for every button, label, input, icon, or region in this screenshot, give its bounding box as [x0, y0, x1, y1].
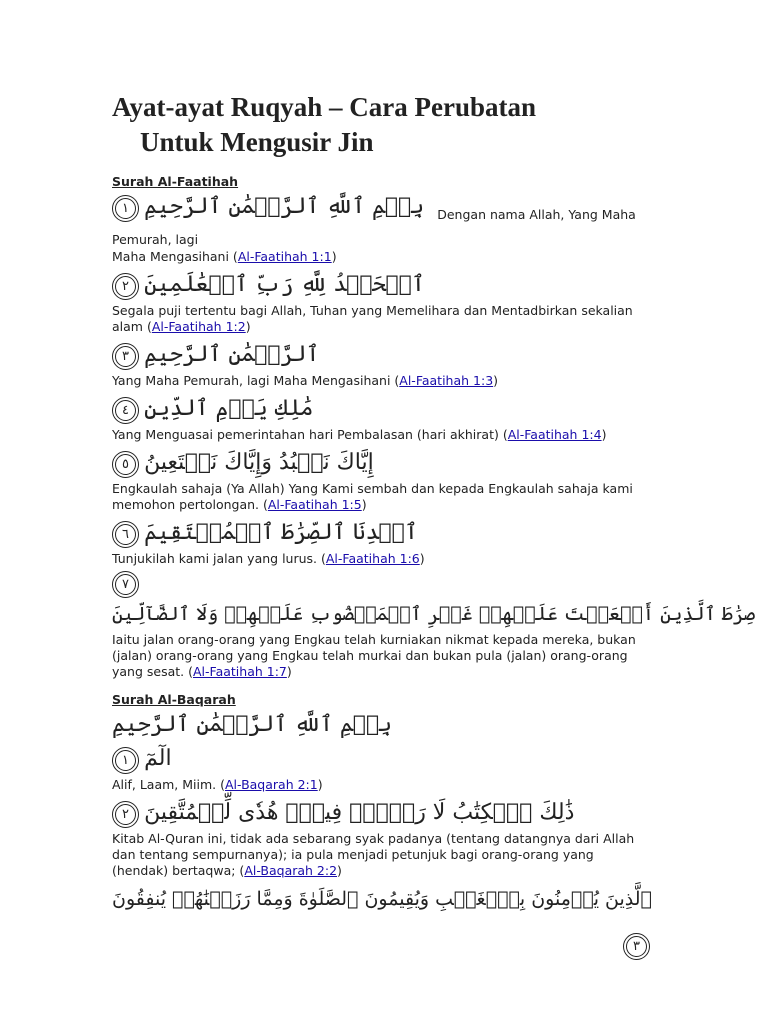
translation-text: Engkaulah sahaja (Ya Allah) Yang Kami sembah dan kepada Engkaulah sahaja kami memohon pertolongan. (: [112, 481, 633, 512]
arabic-verse: ٱلَّذِينَ يُؤۡمِنُونَ بِٱلۡغَيۡبِ وَيُقِيمُونَ ٱلصَّلَوٰةَ وَمِمَّا رَزَقۡنَٰهُمۡ يُنفِقُونَ: [112, 888, 652, 910]
closing-paren: ): [493, 373, 499, 388]
ayah-1-2: [112, 269, 652, 301]
arabic-verse: بِسۡمِ ٱللَّهِ ٱلرَّحۡمَٰنِ ٱلرَّحِيمِ: [144, 194, 425, 219]
ayah-1-6: [112, 517, 652, 549]
translation-inline: Dengan nama Allah, Yang Maha Pemurah, lagi: [112, 207, 636, 247]
translation-text: Kitab Al-Quran ini, tidak ada sebarang syak padanya (tentang datangnya dari Allah dan tentang sempurnanya); ia pula menjadi petunjuk bagi orang-orang yang (hendak) bertaqwa; (: [112, 831, 635, 878]
translation: [112, 551, 652, 567]
verse-reference-link[interactable]: Al-Faatihah 1:1: [237, 249, 332, 264]
translation: [112, 427, 652, 443]
ayah-2-3: [112, 883, 652, 915]
ayah-number-badge: ٤: [112, 397, 139, 424]
arabic-basmala: بِسۡمِ ٱللَّهِ ٱلرَّحۡمَٰنِ ٱلرَّحِيمِ: [112, 712, 393, 737]
verse-reference-link[interactable]: Al-Faatihah 1:6: [325, 551, 420, 566]
verse-reference-link[interactable]: Al-Baqarah 2:2: [244, 863, 338, 878]
title-line-2: Untuk Mengusir Jin: [140, 127, 374, 157]
verse-reference-link[interactable]: Al-Faatihah 1:2: [151, 319, 246, 334]
verse-reference-link[interactable]: Al-Baqarah 2:1: [224, 777, 318, 792]
translation-text: Yang Maha Pemurah, lagi Maha Mengasihani (: [112, 373, 400, 388]
basmala: [112, 709, 652, 741]
ayah-1-5: [112, 447, 652, 479]
ayah-2-1: [112, 743, 652, 775]
section-al-baqarah: [112, 692, 652, 960]
arabic-verse: ذَٰلِكَ ٱلۡكِتَٰبُ لَا رَيۡبَۛ فِيهِۛ هُدٗى لِّلۡمُتَّقِينَ: [144, 800, 575, 825]
closing-paren: ): [317, 777, 323, 792]
arabic-verse: ٱهۡدِنَا ٱلصِّرَٰطَ ٱلۡمُسۡتَقِيمَ: [144, 520, 418, 545]
arabic-verse: ٱلرَّحۡمَٰنِ ٱلرَّحِيمِ: [144, 342, 320, 367]
verse-reference-link[interactable]: Al-Faatihah 1:5: [267, 497, 362, 512]
section-heading: Surah Al-Faatihah: [112, 174, 239, 189]
page-title: [112, 90, 652, 160]
translation: [112, 831, 652, 879]
translation: [112, 249, 652, 265]
translation: [112, 303, 652, 335]
ayah-1-4: [112, 393, 652, 425]
verse-reference-link[interactable]: Al-Faatihah 1:3: [399, 373, 494, 388]
ayah-number-badge: ٧: [112, 571, 139, 598]
ayah-number-badge: ٦: [112, 521, 139, 548]
ayah-number-row: [112, 933, 652, 960]
arabic-verse: إِيَّاكَ نَعۡبُدُ وَإِيَّاكَ نَسۡتَعِينُ: [144, 450, 374, 475]
arabic-verse: ٱلۡحَمۡدُ لِلَّهِ رَبِّ ٱلۡعَٰلَمِينَ: [144, 272, 425, 297]
translation-text: Alif, Laam, Miim. (: [112, 777, 225, 792]
translation: [112, 481, 652, 513]
closing-paren: ): [419, 551, 425, 566]
ayah-number-badge: ٣: [623, 933, 650, 960]
title-line-1: Ayat-ayat Ruqyah – Cara Perubatan: [112, 92, 536, 122]
closing-paren: ): [337, 863, 342, 878]
translation-text: Segala puji tertentu bagi Allah, Tuhan yang Memelihara dan Mentadbirkan sekalian alam (: [112, 303, 633, 334]
arabic-verse: الٓمٓ: [144, 746, 172, 771]
section-heading: Surah Al-Baqarah: [112, 692, 236, 707]
closing-paren: ): [245, 319, 251, 334]
verse-reference-link[interactable]: Al-Faatihah 1:7: [193, 664, 287, 679]
translation-text: Tunjukilah kami jalan yang lurus. (: [112, 551, 326, 566]
ayah-1-3: [112, 339, 652, 371]
ayah-1-1: [112, 191, 652, 247]
translation-text: Maha Mengasihani (: [112, 249, 238, 264]
translation-text: Yang Menguasai pemerintahan hari Pembalasan (hari akhirat) (: [112, 427, 508, 442]
arabic-verse: مَٰلِكِ يَوۡمِ ٱلدِّينِ: [144, 396, 314, 421]
closing-paren: ): [601, 427, 607, 442]
arabic-verse: صِرَٰطَ ٱلَّذِينَ أَنۡعَمۡتَ عَلَيۡهِمۡ غَيۡرِ ٱلۡمَغۡضُوبِ عَلَيۡهِمۡ وَلَا ٱلضَّآلِّينَ: [112, 603, 756, 625]
translation: [112, 777, 652, 793]
section-al-faatihah: [112, 174, 756, 680]
ayah-number-badge: ٢: [112, 801, 139, 828]
ayah-number-badge: ٢: [112, 273, 139, 300]
translation: [112, 632, 652, 680]
ayah-number-badge: ٣: [112, 343, 139, 370]
ayah-number-badge: ١: [112, 747, 139, 774]
ayah-2-2: [112, 797, 652, 829]
closing-paren: ): [331, 249, 337, 264]
ayah-number-badge: ١: [112, 195, 139, 222]
closing-paren: ): [361, 497, 367, 512]
closing-paren: ): [286, 664, 292, 679]
translation-text: Iaitu jalan orang-orang yang Engkau telah kurniakan nikmat kepada mereka, bukan (jalan) orang-orang yang Engkau telah murkai dan bukan pula (jalan) orang-orang yang sesat. (: [112, 632, 636, 679]
document-page: [112, 90, 756, 960]
verse-reference-link[interactable]: Al-Faatihah 1:4: [507, 427, 602, 442]
ayah-1-7: [112, 571, 756, 630]
ayah-number-badge: ٥: [112, 451, 139, 478]
translation: [112, 373, 652, 389]
